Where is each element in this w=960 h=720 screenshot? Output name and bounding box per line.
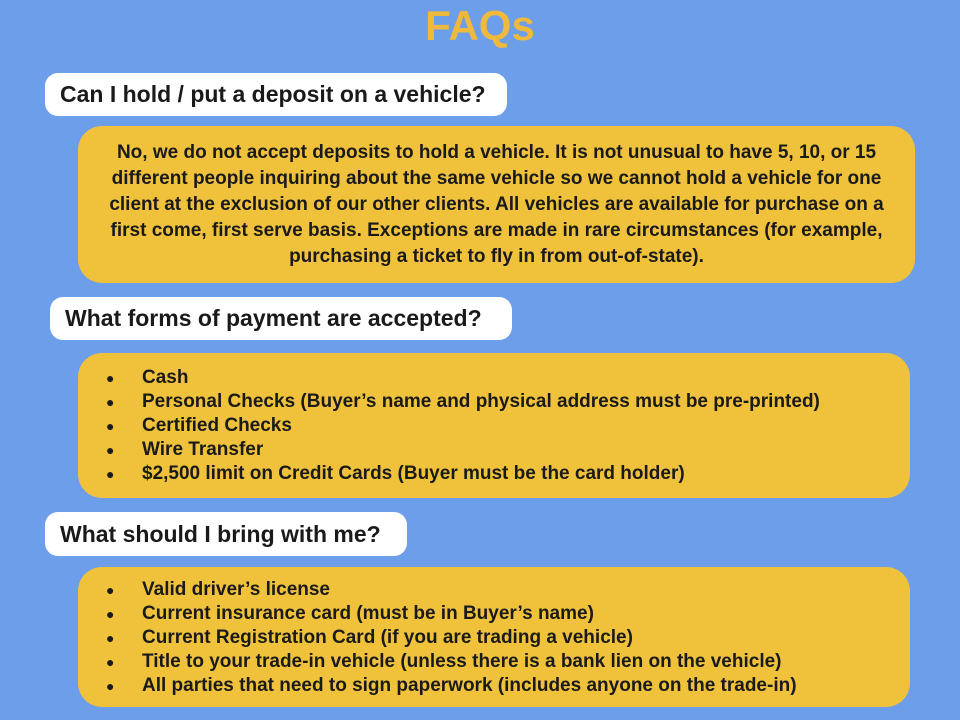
- payment-bullet-list: [78, 366, 890, 486]
- answer-paragraph: No, we do not accept deposits to hold a vehicle. It is not unusual to have 5, 10, or 15 different people inquiring about the same vehicle so we cannot hold a vehicle for one client at the exclusion of our other clients. All vehicles are available for purchase on a first come, first serve basis. Exceptions are made in rare circumstances (for example, purchasing a ticket to fly in from out-of-state).: [109, 141, 884, 267]
- list-item: ● Personal Checks (Buyer’s name and physical address must be pre-printed): [78, 390, 890, 414]
- question-pill-bring: [45, 512, 407, 556]
- list-item: ● Current Registration Card (if you are trading a vehicle): [78, 626, 890, 650]
- question-pill-payment: [50, 297, 512, 340]
- question-text: What should I bring with me?: [60, 520, 381, 547]
- answer-box-payment: [78, 353, 910, 498]
- list-item: ● Cash: [78, 366, 890, 390]
- list-item: ● Certified Checks: [78, 414, 890, 438]
- question-text: Can I hold / put a deposit on a vehicle?: [60, 81, 486, 107]
- list-item: ● $2,500 limit on Credit Cards (Buyer must be the card holder): [78, 462, 890, 486]
- page-title: FAQs: [425, 2, 535, 49]
- question-text: What forms of payment are accepted?: [65, 305, 482, 331]
- answer-box-bring: [78, 567, 910, 707]
- list-item: ● Valid driver’s license: [78, 578, 890, 602]
- list-item: ● Title to your trade-in vehicle (unless there is a bank lien on the vehicle): [78, 650, 890, 674]
- bring-bullet-list: [78, 578, 890, 698]
- answer-box-deposit: [78, 126, 915, 283]
- list-item: ● Wire Transfer: [78, 438, 890, 462]
- question-pill-deposit: [45, 73, 507, 116]
- list-item: ● All parties that need to sign paperwork (includes anyone on the trade-in): [78, 674, 890, 698]
- list-item: ● Current insurance card (must be in Buyer’s name): [78, 602, 890, 626]
